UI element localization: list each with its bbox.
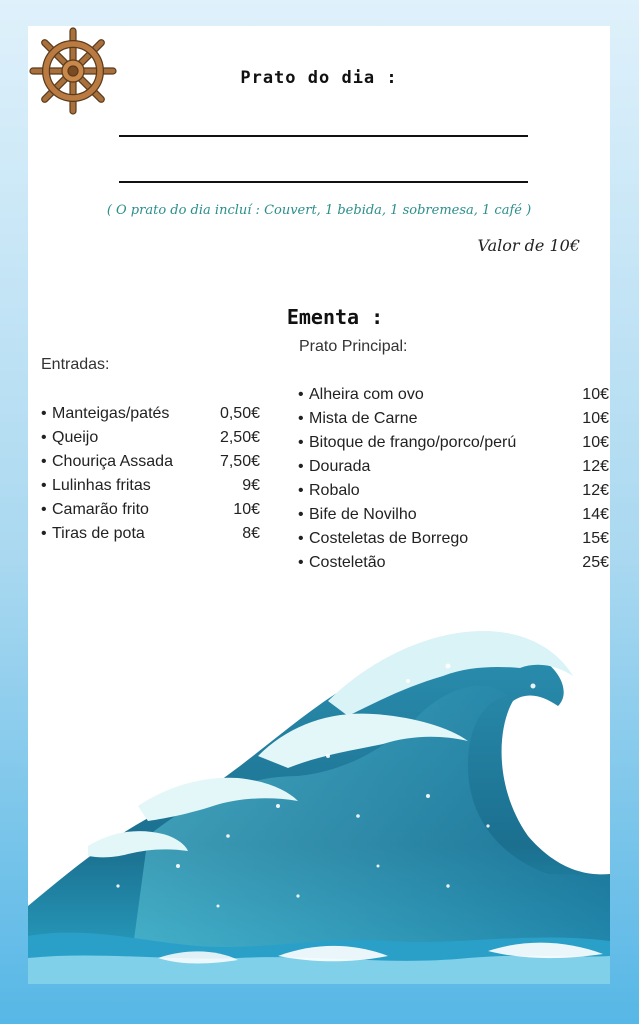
list-item: • Costeletas de Borrego 15€ (298, 530, 609, 547)
list-item: • Bitoque de frango/porco/perú 10€ (298, 434, 609, 451)
menu-card (28, 26, 610, 984)
list-item: • Mista de Carne 10€ (298, 410, 609, 427)
list-item: • Lulinhas fritas 9€ (41, 477, 260, 494)
menu-title: Ementa : (286, 305, 384, 329)
daily-dish-title: Prato do dia : (240, 68, 398, 88)
list-item: • Chouriça Assada 7,50€ (41, 453, 260, 470)
dish-writing-line-1 (119, 135, 528, 137)
list-item: • Queijo 2,50€ (41, 429, 260, 446)
ocean-wave-illustration (28, 606, 610, 984)
daily-dish-note: ( O prato do dia incluí : Couvert, 1 bebida, 1 sobremesa, 1 café ) (106, 203, 532, 218)
list-item: • Alheira com ovo 10€ (298, 386, 609, 403)
starters-list (41, 402, 260, 546)
mains-heading: Prato Principal: (299, 338, 408, 355)
list-item: • Bife de Novilho 14€ (298, 506, 609, 523)
dish-writing-line-2 (119, 181, 528, 183)
mains-list (298, 383, 609, 575)
list-item: • Manteigas/patés 0,50€ (41, 405, 260, 422)
starters-heading: Entradas: (41, 356, 110, 373)
list-item: • Costeletão 25€ (298, 554, 609, 571)
list-item: • Dourada 12€ (298, 458, 609, 475)
daily-dish-price: Valor de 10€ (477, 236, 580, 255)
list-item: • Robalo 12€ (298, 482, 609, 499)
list-item: • Camarão frito 10€ (41, 501, 260, 518)
list-item: • Tiras de pota 8€ (41, 525, 260, 542)
